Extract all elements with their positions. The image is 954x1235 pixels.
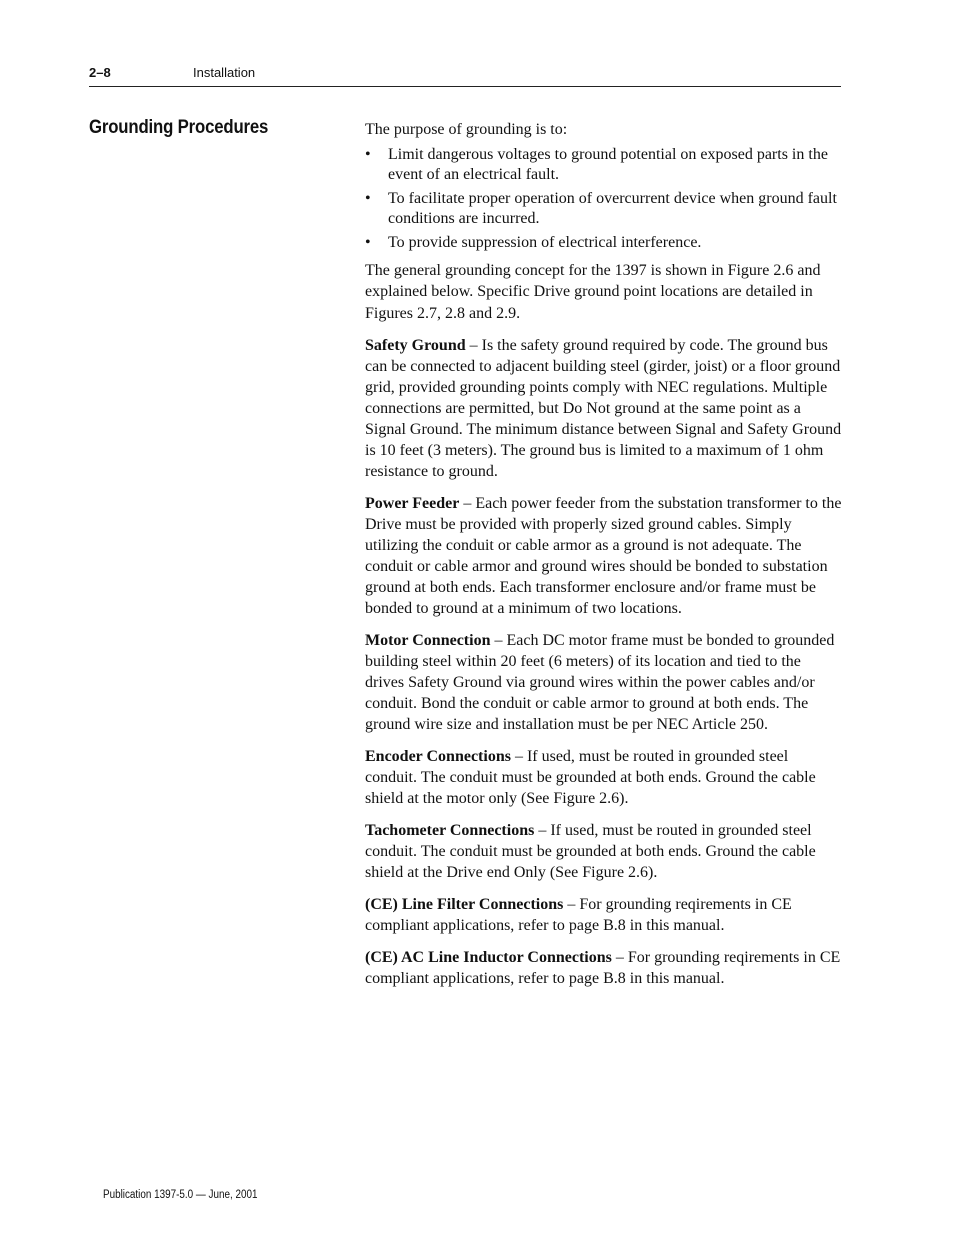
term-description: – If used, must be routed in grounded steel conduit. The conduit must be grounded at both ends. Ground the cable shield at the motor only (See Figure 2.6). [365,748,816,807]
term-description: – For grounding reqirements in CE compliant applications, refer to page B.8 in this manual. [365,949,841,987]
list-item [365,233,843,253]
line-inductor-connections-paragraph [365,947,843,989]
body-content [365,119,843,1000]
term-label: Tachometer Connections [365,822,535,839]
term-label: Power Feeder [365,495,460,512]
section-title: Grounding Procedures [89,116,269,138]
bullet-icon: • [365,190,371,207]
concept-paragraph: The general grounding concept for the 1397 is shown in Figure 2.6 and explained below. Specific Drive ground point locations are detailed in Figures 2.7, 2.8 and 2.9. [365,261,821,322]
bullet-icon: • [365,234,371,251]
purpose-list [365,145,843,253]
list-item-text: To provide suppression of electrical interference. [388,234,702,251]
term-label: Motor Connection [365,632,491,649]
safety-ground-paragraph [365,335,843,482]
page-header [89,64,841,87]
term-label: (CE) Line Filter Connections [365,896,564,913]
list-item-text: Limit dangerous voltages to ground potential on exposed parts in the event of an electrical fault. [388,146,828,183]
term-description: – Is the safety ground required by code. The ground bus can be connected to adjacent building steel (girder, joist) or a floor ground grid, provided grounding points comply with NEC regulations. Multiple connections are permitted, but Do Not ground at the same point as a Signal Ground. The minimum distance between Signal and Safety Ground is 10 feet (3 meters). The ground bus is limited to a maximum of 1 ohm resistance to ground. [365,337,842,480]
term-description: – For grounding reqirements in CE compliant applications, refer to page B.8 in this manual. [365,896,792,934]
list-item [365,145,843,184]
intro-paragraph: The purpose of grounding is to: [365,121,568,138]
term-label: Encoder Connections [365,748,511,765]
motor-connection-paragraph [365,630,843,735]
line-filter-connections-paragraph [365,894,843,936]
page-footer: Publication 1397-5.0 — June, 2001 [103,1189,258,1201]
page-number: 2–8 [89,65,111,80]
term-label: Safety Ground [365,337,466,354]
term-description: – Each DC motor frame must be bonded to grounded building steel within 20 feet (6 meters) of its location and tied to the drives Safety Ground via ground wires within the power cables and/or conduit. Bond the conduit or cable armor to ground at both ends. The ground wire size and installation must be per NEC Article 250. [365,632,835,733]
term-description: – Each power feeder from the substation transformer to the Drive must be provided with properly sized ground cables. Simply utilizing the conduit or cable armor as a ground is not adequate. The conduit or cable armor and ground wires should be bonded to substation ground at both ends. Each transformer enclosure and/or frame must be bonded to ground at a minimum of two locations. [365,495,842,617]
bullet-icon: • [365,146,371,163]
header-section-name: Installation [193,65,256,80]
list-item [365,189,843,228]
term-description: – If used, must be routed in grounded steel conduit. The conduit must be grounded at both ends. Ground the cable shield at the Drive end Only (See Figure 2.6). [365,822,816,881]
term-label: (CE) AC Line Inductor Connections [365,949,612,966]
encoder-connections-paragraph [365,746,843,809]
tachometer-connections-paragraph [365,820,843,883]
list-item-text: To facilitate proper operation of overcurrent device when ground fault conditions are incurred. [388,190,837,227]
power-feeder-paragraph [365,493,843,619]
